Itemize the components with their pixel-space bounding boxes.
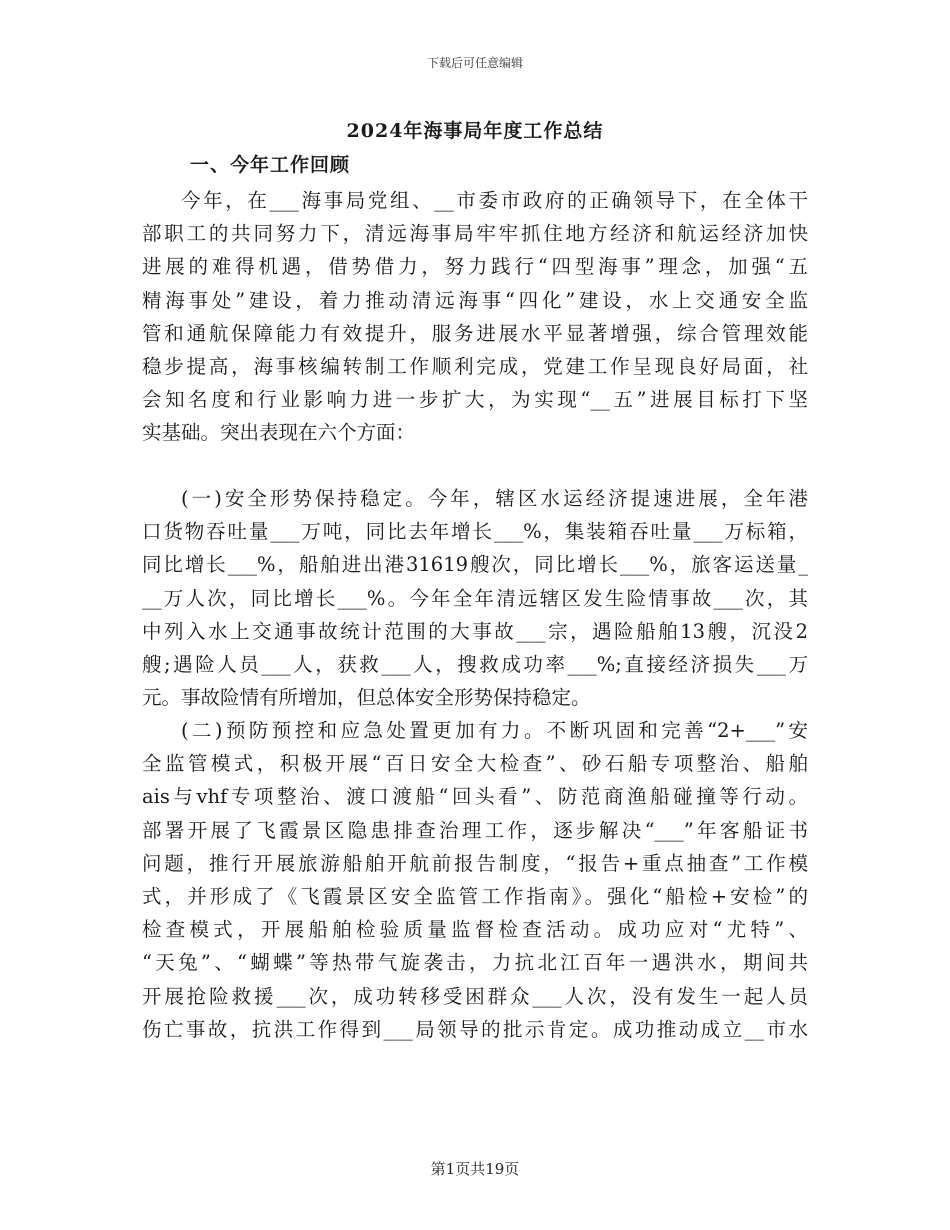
text-line: 开展抢险救援___次，成功转移受困群众___人次，没有发生一起人员 xyxy=(142,984,808,1008)
text-line: 中列入水上交通事故统计范围的大事故___宗，遇险船舶13艘，沉没2 xyxy=(142,619,808,643)
text-line: (一)安全形势保持稳定。今年，辖区水运经济提速进展，全年港 xyxy=(181,487,808,510)
paragraph-safety xyxy=(142,482,808,714)
text-line: 全监管模式，积极开展“百日安全大检查”、砂石船专项整治、船舶 xyxy=(142,752,808,776)
text-line: 精海事处”建设，着力推动清远海事“四化”建设，水上交通安全监 xyxy=(142,288,808,312)
text-line: 会知名度和行业影响力进一步扩大，为实现“__五”进展目标打下坚 xyxy=(142,388,808,412)
paragraph-prevention xyxy=(142,714,808,1046)
text-line: __万人次，同比增长___%。今年全年清远辖区发生险情事故___次，其 xyxy=(142,586,808,610)
text-line: (二)预防预控和应急处置更加有力。不断巩固和完善“2+___”安 xyxy=(181,719,808,742)
text-line: 检查模式，开展船舶检验质量监督检查活动。成功应对“尤特”、 xyxy=(142,918,808,942)
text-line: 部职工的共同努力下，清远海事局牢牢抓住地方经济和航运经济加快 xyxy=(142,222,808,246)
text-line: 艘;遇险人员___人，获救___人，搜救成功率___%;直接经济损失___万 xyxy=(142,652,808,676)
text-line: 元。事故险情有所增加，但总体安全形势保持稳定。 xyxy=(142,686,591,710)
document-title: 2024年海事局年度工作总结 xyxy=(346,120,604,142)
header-note: 下载后可任意编辑 xyxy=(426,56,523,70)
text-line: 式，并形成了《飞霞景区安全监管工作指南》。强化“船检+安检”的 xyxy=(142,884,808,908)
section-heading: 一、今年工作回顾 xyxy=(190,154,351,176)
text-line: “天兔”、“蝴蝶”等热带气旋袭击，力抗北江百年一遇洪水，期间共 xyxy=(142,951,808,975)
text-line: 今年，在___海事局党组、__市委市政府的正确领导下，在全体干 xyxy=(181,189,808,212)
paragraph-intro xyxy=(142,184,808,450)
text-line: 口货物吞吐量___万吨，同比去年增长___%，集装箱吞吐量___万标箱， xyxy=(142,520,808,544)
text-line: ais与vhf专项整治、渡口渡船“回头看”、防范商渔船碰撞等行动。 xyxy=(142,785,808,809)
text-line: 稳步提高，海事核编转制工作顺利完成，党建工作呈现良好局面，社 xyxy=(142,354,808,378)
text-line: 进展的难得机遇，借势借力，努力践行“四型海事”理念，加强“五 xyxy=(142,255,808,279)
text-line: 同比增长___%，船舶进出港31619艘次，同比增长___%，旅客运送量_ xyxy=(142,553,808,577)
text-line: 管和通航保障能力有效提升，服务进展水平显著增强，综合管理效能 xyxy=(142,321,808,345)
page-number-footer: 第1页共19页 xyxy=(430,1160,520,1178)
text-line: 实基础。突出表现在六个方面： xyxy=(142,421,416,445)
text-line: 伤亡事故，抗洪工作得到___局领导的批示肯定。成功推动成立__市水 xyxy=(142,1017,808,1041)
text-line: 部署开展了飞霞景区隐患排查治理工作，逐步解决“___”年客船证书 xyxy=(142,818,808,842)
text-line: 问题，推行开展旅游船舶开航前报告制度，“报告+重点抽查”工作模 xyxy=(142,851,808,875)
